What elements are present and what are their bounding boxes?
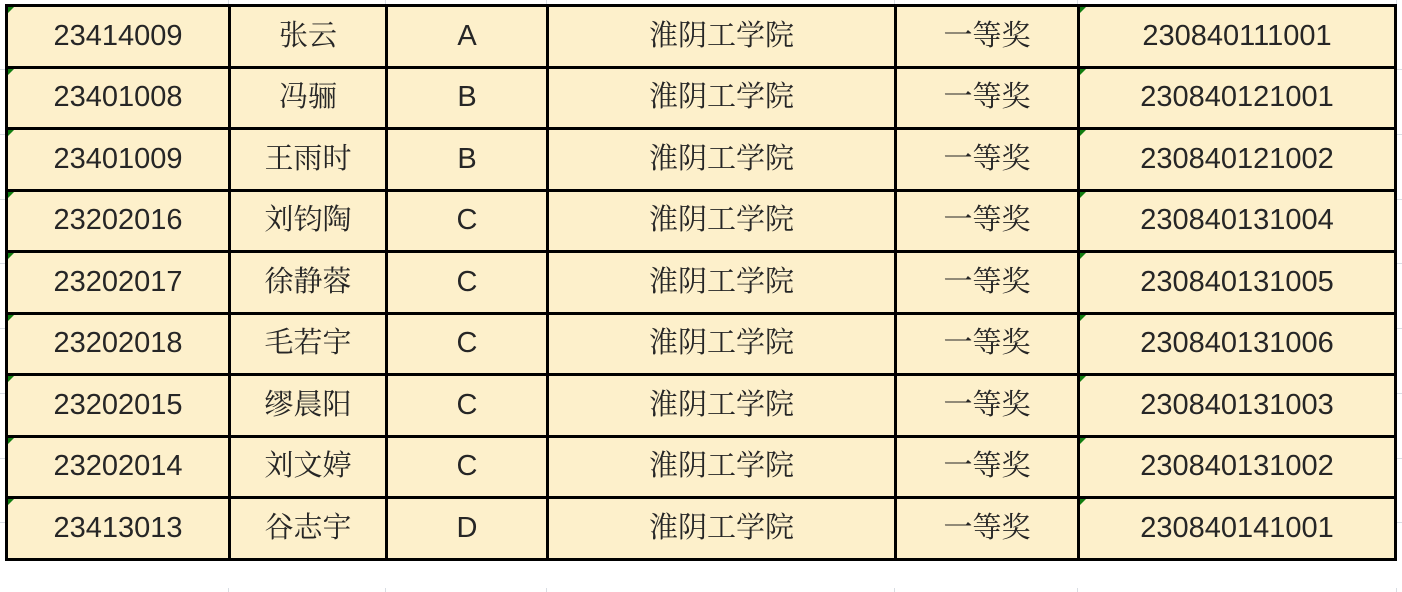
cell-text: 230840121002	[1140, 142, 1334, 175]
sheet-gridline	[0, 134, 5, 135]
cell-text: 23202014	[53, 450, 183, 483]
cell-text: 王雨时	[264, 142, 352, 175]
cell-text: A	[457, 19, 477, 52]
cell-text: 一等奖	[943, 19, 1031, 52]
cell-text: 23202016	[53, 204, 183, 237]
cell-text: 徐静蓉	[264, 265, 352, 298]
table-row	[7, 498, 1396, 560]
sheet-gridline	[0, 69, 5, 70]
table-cell[interactable]	[1079, 129, 1396, 191]
table-cell[interactable]	[7, 498, 230, 560]
table-cell[interactable]	[7, 313, 230, 375]
cell-text: 谷志宇	[264, 511, 352, 544]
table-cell[interactable]	[387, 190, 548, 252]
table-cell[interactable]	[230, 129, 387, 191]
sheet-gridline	[894, 0, 895, 4]
table-cell[interactable]	[1079, 6, 1396, 68]
sheet-gridline	[385, 0, 386, 4]
cell-text: C	[456, 327, 478, 360]
table-cell[interactable]	[548, 67, 896, 129]
cell-text: 230840131005	[1140, 265, 1334, 298]
sheet-gridline	[1396, 0, 1397, 4]
cell-text: 淮阴工学院	[648, 19, 794, 52]
sheet-gridline	[0, 199, 5, 200]
number-stored-as-text-flag-icon	[8, 499, 14, 505]
cell-text: 淮阴工学院	[648, 81, 794, 114]
table-cell[interactable]	[7, 436, 230, 498]
sheet-gridline	[0, 458, 5, 459]
cell-text: 淮阴工学院	[648, 388, 794, 421]
awards-table-body	[7, 6, 1396, 560]
sheet-gridline	[1397, 458, 1402, 459]
cell-text: 刘文婷	[264, 450, 352, 483]
table-cell[interactable]	[1079, 252, 1396, 314]
sheet-gridline	[546, 588, 547, 592]
table-cell[interactable]	[230, 313, 387, 375]
awards-table	[5, 4, 1397, 561]
number-stored-as-text-flag-icon	[1080, 130, 1086, 136]
table-cell[interactable]	[1079, 67, 1396, 129]
table-cell[interactable]	[1079, 375, 1396, 437]
cell-text: B	[457, 81, 477, 114]
cell-text: C	[456, 204, 478, 237]
sheet-gridline	[0, 263, 5, 264]
table-cell[interactable]	[896, 252, 1079, 314]
sheet-gridline	[228, 588, 229, 592]
cell-text: 230840131006	[1140, 327, 1334, 360]
sheet-gridline	[546, 0, 547, 4]
cell-text: 张云	[278, 19, 337, 52]
table-cell[interactable]	[387, 67, 548, 129]
table-cell[interactable]	[1079, 190, 1396, 252]
cell-text: 23401009	[53, 142, 183, 175]
table-cell[interactable]	[387, 313, 548, 375]
table-cell[interactable]	[896, 375, 1079, 437]
number-stored-as-text-flag-icon	[8, 7, 14, 13]
number-stored-as-text-flag-icon	[1080, 253, 1086, 259]
cell-text: 一等奖	[943, 327, 1031, 360]
cell-text: 一等奖	[943, 265, 1031, 298]
sheet-gridline	[1077, 0, 1078, 4]
sheet-gridline	[0, 522, 5, 523]
table-row	[7, 6, 1396, 68]
table-cell[interactable]	[548, 6, 896, 68]
number-stored-as-text-flag-icon	[1080, 315, 1086, 321]
cell-text: 230840131004	[1140, 204, 1334, 237]
cell-text: 一等奖	[943, 511, 1031, 544]
sheet-gridline	[894, 588, 895, 592]
cell-text: 23202015	[53, 388, 183, 421]
table-cell[interactable]	[387, 375, 548, 437]
table-row	[7, 313, 1396, 375]
table-cell[interactable]	[896, 436, 1079, 498]
number-stored-as-text-flag-icon	[8, 315, 14, 321]
cell-text: 冯骊	[278, 81, 337, 114]
table-row	[7, 252, 1396, 314]
table-cell[interactable]	[548, 129, 896, 191]
table-cell[interactable]	[896, 313, 1079, 375]
cell-text: 淮阴工学院	[648, 204, 794, 237]
table-cell[interactable]	[548, 313, 896, 375]
sheet-gridline	[1397, 134, 1402, 135]
table-cell[interactable]	[896, 67, 1079, 129]
table-cell[interactable]	[548, 252, 896, 314]
cell-text: 一等奖	[943, 81, 1031, 114]
cell-text: 一等奖	[943, 388, 1031, 421]
table-cell[interactable]	[7, 67, 230, 129]
table-cell[interactable]	[230, 498, 387, 560]
sheet-gridline	[1397, 263, 1402, 264]
cell-text: 一等奖	[943, 142, 1031, 175]
table-cell[interactable]	[1079, 498, 1396, 560]
table-cell[interactable]	[387, 129, 548, 191]
cell-text: 淮阴工学院	[648, 511, 794, 544]
number-stored-as-text-flag-icon	[8, 192, 14, 198]
cell-text: 230840111001	[1142, 19, 1332, 52]
sheet-gridline	[1397, 393, 1402, 394]
number-stored-as-text-flag-icon	[8, 376, 14, 382]
number-stored-as-text-flag-icon	[1080, 438, 1086, 444]
sheet-gridline	[1397, 69, 1402, 70]
table-row	[7, 129, 1396, 191]
table-cell[interactable]	[548, 375, 896, 437]
table-cell[interactable]	[230, 190, 387, 252]
table-cell[interactable]	[7, 129, 230, 191]
number-stored-as-text-flag-icon	[8, 253, 14, 259]
cell-text: 淮阴工学院	[648, 142, 794, 175]
table-row	[7, 67, 1396, 129]
sheet-gridline	[1397, 328, 1402, 329]
cell-text: 一等奖	[943, 204, 1031, 237]
table-cell[interactable]	[230, 375, 387, 437]
cell-text: 23414009	[53, 19, 183, 52]
table-cell[interactable]	[387, 6, 548, 68]
sheet-gridline	[1077, 588, 1078, 592]
sheet-gridline	[385, 588, 386, 592]
cell-text: B	[457, 142, 477, 175]
number-stored-as-text-flag-icon	[8, 438, 14, 444]
cell-text: 230840131003	[1140, 388, 1334, 421]
cell-text: 淮阴工学院	[648, 450, 794, 483]
cell-text: D	[456, 511, 478, 544]
cell-text: 毛若宇	[264, 327, 352, 360]
sheet-gridline	[1397, 199, 1402, 200]
sheet-gridline	[0, 328, 5, 329]
cell-text: C	[456, 388, 478, 421]
table-cell[interactable]	[230, 67, 387, 129]
cell-text: 一等奖	[943, 450, 1031, 483]
table-cell[interactable]	[548, 498, 896, 560]
table-cell[interactable]	[896, 190, 1079, 252]
table-cell[interactable]	[230, 252, 387, 314]
cell-text: 23202017	[53, 265, 183, 298]
number-stored-as-text-flag-icon	[1080, 376, 1086, 382]
table-cell[interactable]	[230, 6, 387, 68]
number-stored-as-text-flag-icon	[8, 130, 14, 136]
cell-text: 23202018	[53, 327, 183, 360]
sheet-gridline	[1396, 588, 1397, 592]
table-row	[7, 436, 1396, 498]
table-cell[interactable]	[7, 252, 230, 314]
table-row	[7, 375, 1396, 437]
table-cell[interactable]	[1079, 313, 1396, 375]
cell-text: 淮阴工学院	[648, 265, 794, 298]
number-stored-as-text-flag-icon	[8, 69, 14, 75]
number-stored-as-text-flag-icon	[1080, 499, 1086, 505]
table-cell[interactable]	[230, 436, 387, 498]
table-cell[interactable]	[548, 436, 896, 498]
cell-text: C	[456, 450, 478, 483]
cell-text: C	[456, 265, 478, 298]
number-stored-as-text-flag-icon	[1080, 69, 1086, 75]
table-cell[interactable]	[7, 6, 230, 68]
number-stored-as-text-flag-icon	[1080, 7, 1086, 13]
table-cell[interactable]	[387, 252, 548, 314]
table-cell[interactable]	[896, 498, 1079, 560]
table-cell[interactable]	[7, 190, 230, 252]
cell-text: 230840141001	[1140, 511, 1334, 544]
cell-text: 23413013	[53, 511, 183, 544]
table-cell[interactable]	[896, 129, 1079, 191]
table-row	[7, 190, 1396, 252]
cell-text: 230840121001	[1140, 81, 1334, 114]
table-cell[interactable]	[387, 498, 548, 560]
cell-text: 23401008	[53, 81, 183, 114]
cell-text: 230840131002	[1140, 450, 1334, 483]
cell-text: 缪晨阳	[264, 388, 352, 421]
table-cell[interactable]	[7, 375, 230, 437]
cell-text: 刘钧陶	[264, 204, 352, 237]
table-cell[interactable]	[896, 6, 1079, 68]
sheet-gridline	[1397, 522, 1402, 523]
cell-text: 淮阴工学院	[648, 327, 794, 360]
table-cell[interactable]	[548, 190, 896, 252]
table-cell[interactable]	[1079, 436, 1396, 498]
sheet-gridline	[228, 0, 229, 4]
table-cell[interactable]	[387, 436, 548, 498]
number-stored-as-text-flag-icon	[1080, 192, 1086, 198]
sheet-gridline	[0, 393, 5, 394]
